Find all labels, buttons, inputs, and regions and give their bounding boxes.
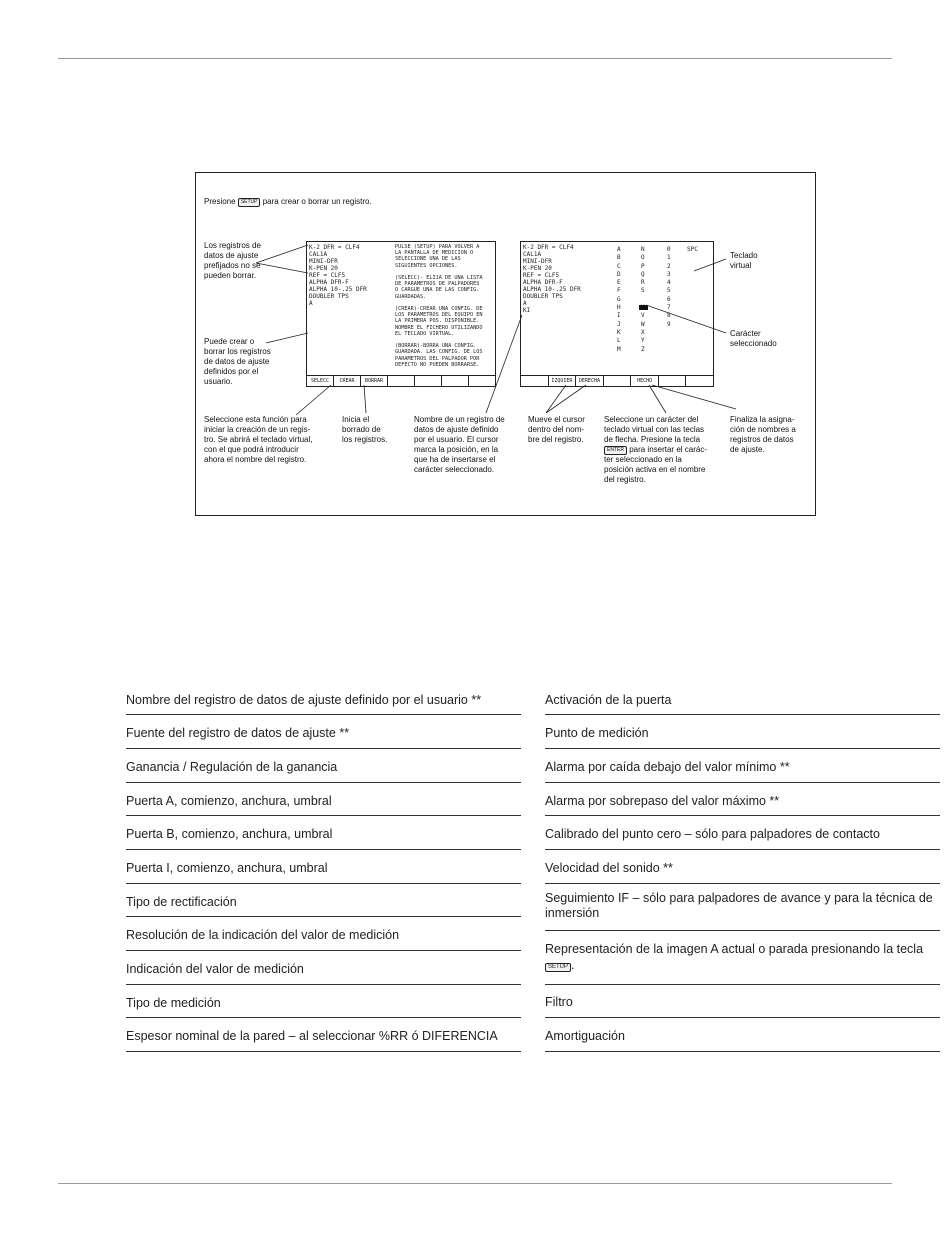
softkey-delete[interactable]: BORRAR [361, 376, 388, 386]
screen-virtual-keyboard [520, 241, 714, 387]
setup-key-icon: SETUP [238, 198, 261, 207]
setup-figure [195, 172, 816, 516]
top-rule [58, 58, 892, 59]
keyboard-col-4[interactable]: SPC [687, 246, 698, 253]
table-row: Alarma por caída debajo del valor mínimo ** [545, 749, 940, 783]
table-row: Calibrado del punto cero – sólo para palpadores de contacto [545, 816, 940, 850]
softkey-done[interactable]: HECHO [631, 376, 659, 386]
table-row: Tipo de medición [126, 985, 521, 1018]
annotation-finish: Finaliza la asigna- ción de nombres a registros de datos de ajuste. [730, 415, 796, 454]
table-row: Representación de la imagen A actual o parada presionando la tecla SETUP . [545, 931, 940, 985]
table-row: Seguimiento IF – sólo para palpadores de avance y para la técnica de inmersión [545, 884, 940, 931]
annotation-move-cursor: Mueve el cursor dentro del nom- bre del registro. [528, 415, 585, 444]
annotation-user-defined: Puede crear o borrar los registros de datos de ajuste definidos por el usuario. [204, 337, 271, 386]
keyboard-col-3[interactable]: 0 1 2 3 4 5 6 7 8 9 [667, 246, 671, 328]
annotation-select-char: Seleccione un carácter del teclado virtual con las teclas de flecha. Presione la tecla ENTER para insertar el carác- ter seleccionado en la posición activa en el nombre del registro. [604, 415, 707, 484]
softkey-empty[interactable] [659, 376, 687, 386]
annotation-select-create: Seleccione esta función para iniciar la creación de un regis- tro. Se abrirá el teclado virtual, con el que podrá introducir ahora el nombre del registro. [204, 415, 313, 464]
screen-setup-menu [306, 241, 496, 387]
softkey-empty[interactable] [469, 376, 495, 386]
keyboard-col-1[interactable]: A B C D E F G H I J K L M [617, 246, 621, 353]
leader-lines [196, 173, 817, 517]
setup-key-icon: SETUP [545, 963, 571, 972]
softkey-empty[interactable] [604, 376, 632, 386]
softkey-create[interactable]: CREAR [334, 376, 361, 386]
figure-instruction: Presione SETUP para crear o borrar un registro. [204, 197, 372, 206]
softkey-empty[interactable] [415, 376, 442, 386]
table-row: Velocidad del sonido ** [545, 850, 940, 884]
setup-list: K-2 DFR = CLF4 CAL1A MINI-DFR K-PEN 20 REF = CLF5 ALPHA DFR-F ALPHA 10-.25 DFR DOUBLER TPS A [309, 244, 367, 307]
annotation-start-delete: Inicia el borrado de los registros. [342, 415, 388, 444]
table-row: Activación de la puerta [545, 690, 940, 715]
softkey-empty[interactable] [388, 376, 415, 386]
softkey-empty[interactable] [686, 376, 713, 386]
table-row: Espesor nominal de la pared – al seleccionar %RR ó DIFERENCIA [126, 1018, 521, 1052]
table-row: Ganancia / Regulación de la ganancia [126, 749, 521, 783]
table-row: Puerta B, comienzo, anchura, umbral [126, 816, 521, 850]
enter-key-icon: ENTER [604, 446, 627, 455]
softkey-empty[interactable] [442, 376, 469, 386]
table-row: Puerta A, comienzo, anchura, umbral [126, 783, 521, 816]
table-row: Puerta I, comienzo, anchura, umbral [126, 850, 521, 884]
bottom-rule [58, 1183, 892, 1184]
softkey-empty[interactable] [521, 376, 549, 386]
table-row: Fuente del registro de datos de ajuste ** [126, 715, 521, 749]
softkey-select[interactable]: SELECC [307, 376, 334, 386]
softkey-left[interactable]: IZQUIER [549, 376, 577, 386]
keyboard-col-2[interactable]: N O P Q R S V W X Y Z [641, 246, 645, 353]
annotation-name-entry: Nombre de un registro de datos de ajuste definido por el usuario. El cursor marca la posición, en la que ha de insertarse el carácter seleccionado. [414, 415, 505, 474]
setup-list-with-cursor: K-2 DFR = CLF4 CAL1A MINI-DFR K-PEN 20 REF = CLF5 ALPHA DFR-F ALPHA 10-.25 DFR DOUBLER TPS A KI [523, 244, 581, 314]
softkey-right[interactable]: DERECHA [576, 376, 604, 386]
table-row: Nombre del registro de datos de ajuste definido por el usuario ** [126, 690, 521, 715]
annotation-selected-char: Carácter seleccionado [730, 329, 777, 348]
table-row: Filtro [545, 985, 940, 1018]
setup-help-text: PULSE (SETUP) PARA VOLVER A LA PANTALLA DE MEDICION O SELECCIONE UNA DE LAS SIGUIENTES OPCIONES. (SELECC)- ELIJA DE UNA LISTA DE PARAMETROS DE PALPADORES O CARGUE UNA DE LAS CONFIG. GUARDADAS. (CREAR)-CREAR UNA CONFIG. DE LOS PARAMETROS DEL EQUIPO EN LA PRIMERA POS. DISPONIBLE. NOMBRE EL FICHERO UTILIZANDO EL TECLADO VIRTUAL. (BORRAR)-BORRA UNA CONFIG. GUARDADA. LAS CONFIG. DE LOS PARAMETROS DEL PALPADOR POR DEFECTO NO PUEDEN BORRARSE. [395, 244, 483, 368]
softkey-bar [307, 375, 495, 386]
table-row: Punto de medición [545, 715, 940, 749]
table-row: Amortiguación [545, 1018, 940, 1052]
annotation-presets: Los registros de datos de ajuste prefijados no se pueden borrar. [204, 241, 261, 280]
table-row: Resolución de la indicación del valor de medición [126, 917, 521, 951]
table-row: Indicación del valor de medición [126, 951, 521, 985]
table-row: Tipo de rectificación [126, 884, 521, 917]
annotation-virtual-keyboard: Teclado virtual [730, 251, 758, 270]
softkey-bar [521, 375, 713, 386]
table-row: Alarma por sobrepaso del valor máximo ** [545, 783, 940, 816]
selected-char-cursor [639, 297, 648, 315]
